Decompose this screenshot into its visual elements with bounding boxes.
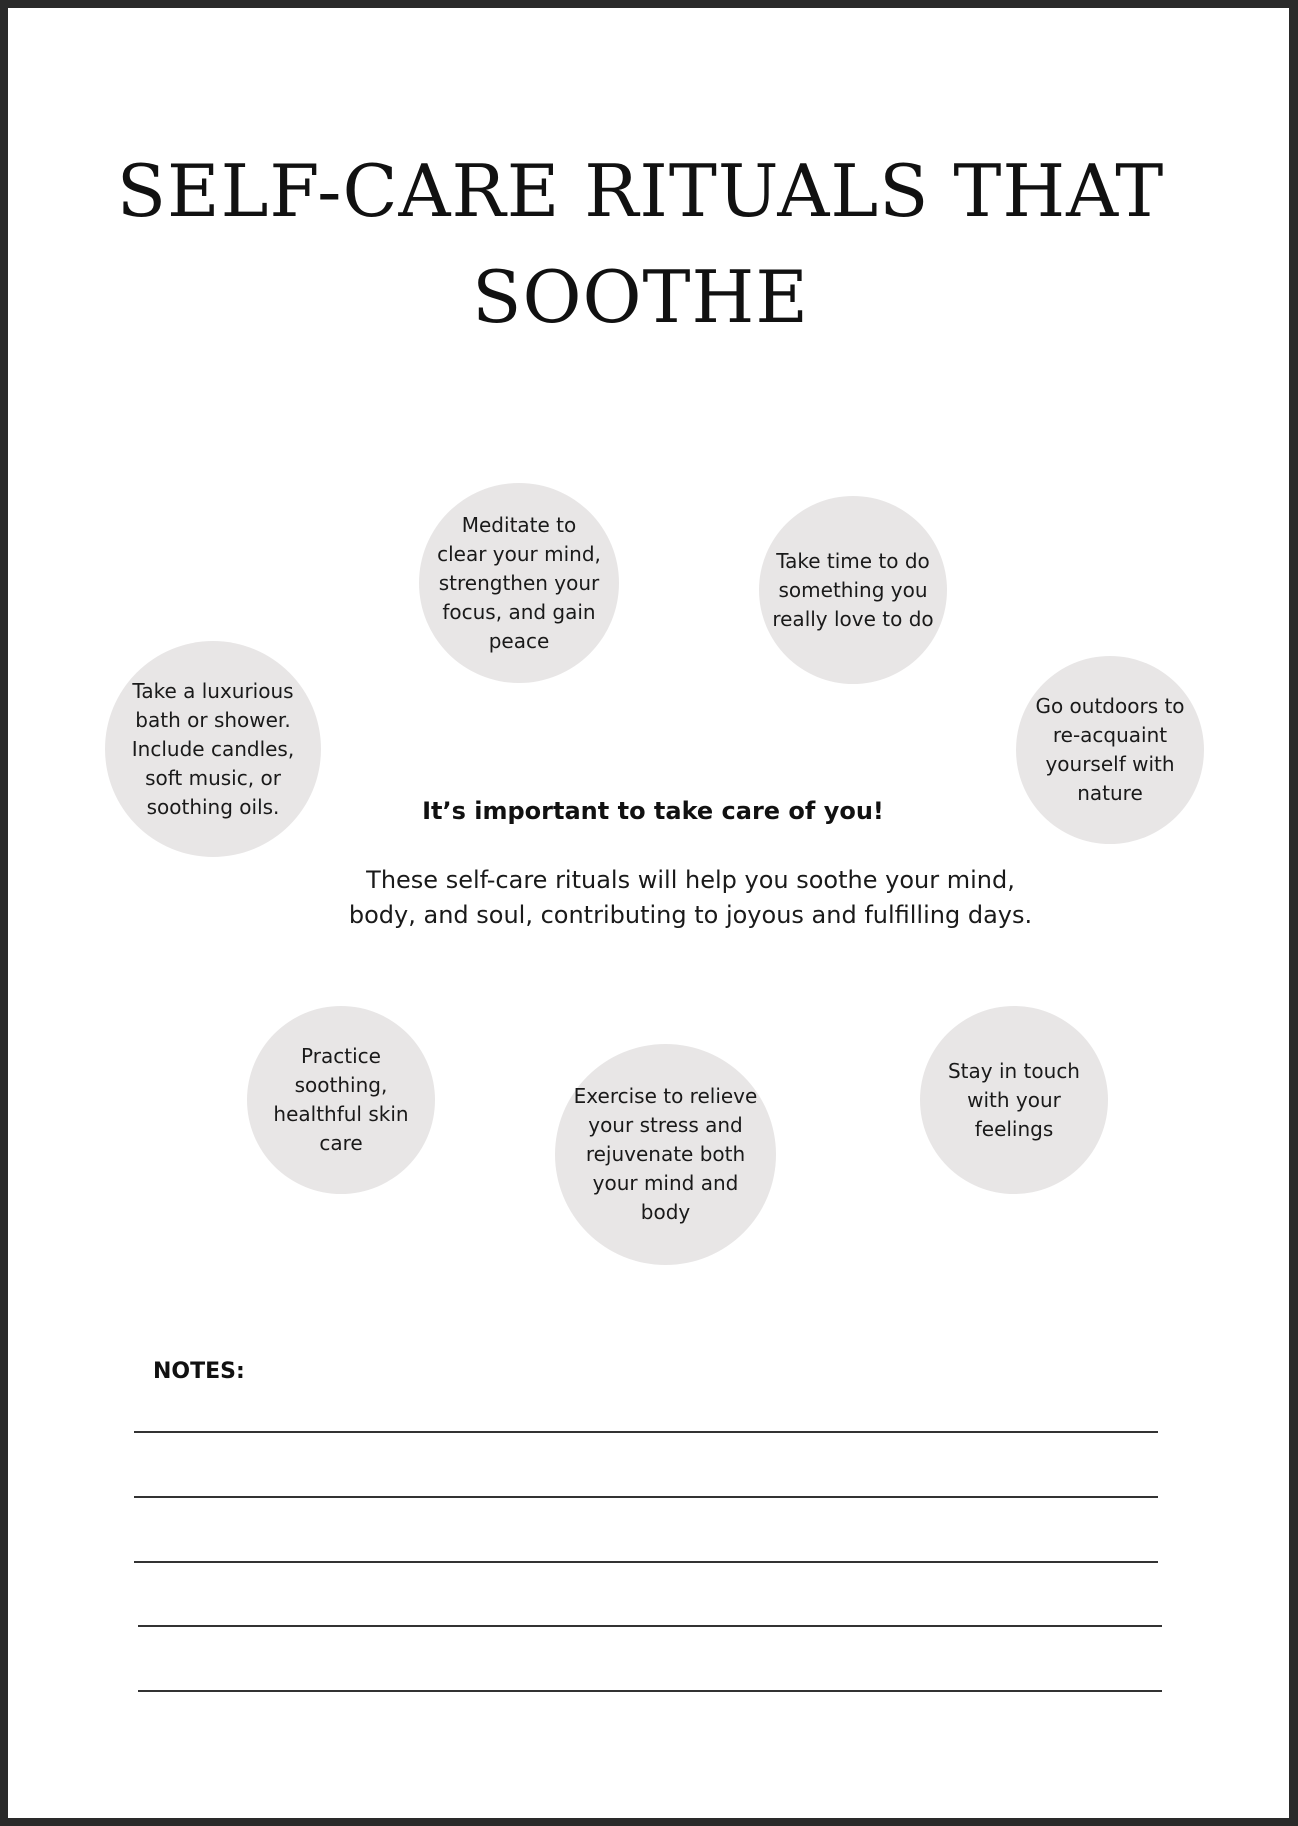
notes-line[interactable]	[138, 1625, 1162, 1627]
subheading: It’s important to take care of you!	[422, 797, 884, 825]
ritual-text: Take a luxurious bath or shower. Include candles, soft music, or soothing oils.	[131, 678, 295, 819]
ritual-circle-meditate	[419, 483, 619, 683]
ritual-circle-something-you-love	[759, 496, 947, 684]
notes-label: NOTES:	[153, 1359, 245, 1384]
ritual-circle-skin-care	[247, 1006, 435, 1194]
ritual-circle-outdoors	[1016, 656, 1204, 844]
ritual-circle-bath	[105, 641, 321, 857]
ritual-circle-feelings	[920, 1006, 1108, 1194]
ritual-circle-exercise	[555, 1044, 776, 1265]
ritual-text: Practice soothing, healthful skin care	[273, 1044, 409, 1155]
notes-line[interactable]	[134, 1561, 1158, 1563]
notes-line[interactable]	[134, 1496, 1158, 1498]
page-title: SELF-CARE RITUALS THAT SOOTHE	[116, 149, 1165, 339]
notes-line[interactable]	[134, 1431, 1158, 1433]
ritual-text: Exercise to relieve your stress and rejuvenate both your mind and body	[573, 1084, 758, 1224]
ritual-text: Stay in touch with your feelings	[947, 1058, 1080, 1141]
notes-line[interactable]	[138, 1690, 1162, 1692]
ritual-text: Go outdoors to re-acquaint yourself with nature	[1035, 694, 1185, 805]
ritual-text: Take time to do something you really love to do	[772, 548, 934, 631]
worksheet-page	[8, 8, 1289, 1818]
intro-paragraph: These self-care rituals will help you soothe your mind, body, and soul, contributing to joyous and fulfilling days.	[348, 866, 1033, 929]
ritual-text: Meditate to clear your mind, strengthen your focus, and gain peace	[437, 512, 601, 653]
